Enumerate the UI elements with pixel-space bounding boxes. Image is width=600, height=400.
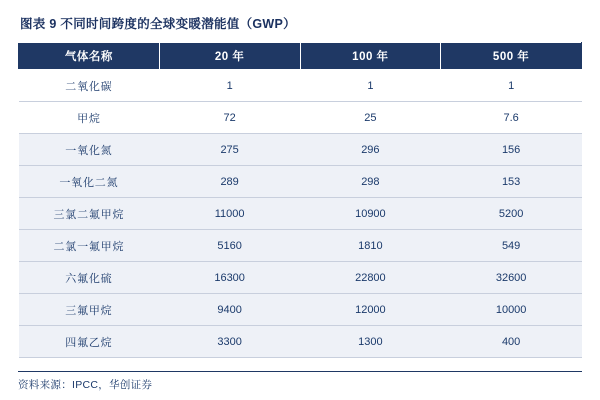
cell-gas-name: 二氧化碳 bbox=[19, 70, 160, 102]
cell-500y: 10000 bbox=[441, 294, 582, 326]
table-row bbox=[19, 102, 582, 134]
cell-gas-name: 一氧化二氮 bbox=[19, 166, 160, 198]
cell-gas-name: 二氯一氟甲烷 bbox=[19, 230, 160, 262]
cell-20y: 3300 bbox=[159, 326, 300, 358]
table-row bbox=[19, 134, 582, 166]
cell-20y: 275 bbox=[159, 134, 300, 166]
cell-gas-name: 六氟化硫 bbox=[19, 262, 160, 294]
column-header-20y: 20 年 bbox=[159, 43, 300, 70]
cell-500y: 1 bbox=[441, 70, 582, 102]
table-header-row bbox=[19, 43, 582, 70]
table-row bbox=[19, 262, 582, 294]
cell-500y: 5200 bbox=[441, 198, 582, 230]
table-body bbox=[19, 70, 582, 358]
cell-100y: 298 bbox=[300, 166, 441, 198]
cell-20y: 72 bbox=[159, 102, 300, 134]
gwp-table bbox=[18, 42, 582, 358]
column-header-gas-name: 气体名称 bbox=[19, 43, 160, 70]
table-row bbox=[19, 326, 582, 358]
cell-100y: 1 bbox=[300, 70, 441, 102]
source-note bbox=[18, 371, 582, 392]
cell-100y: 25 bbox=[300, 102, 441, 134]
cell-gas-name: 四氟乙烷 bbox=[19, 326, 160, 358]
table-row bbox=[19, 166, 582, 198]
cell-500y: 549 bbox=[441, 230, 582, 262]
cell-20y: 1 bbox=[159, 70, 300, 102]
source-value: IPCC，华创证券 bbox=[72, 379, 153, 391]
cell-100y: 1300 bbox=[300, 326, 441, 358]
cell-20y: 16300 bbox=[159, 262, 300, 294]
cell-500y: 7.6 bbox=[441, 102, 582, 134]
cell-500y: 400 bbox=[441, 326, 582, 358]
cell-gas-name: 三氯二氟甲烷 bbox=[19, 198, 160, 230]
cell-20y: 289 bbox=[159, 166, 300, 198]
cell-gas-name: 甲烷 bbox=[19, 102, 160, 134]
table-row bbox=[19, 294, 582, 326]
cell-20y: 9400 bbox=[159, 294, 300, 326]
table-row bbox=[19, 230, 582, 262]
cell-500y: 156 bbox=[441, 134, 582, 166]
cell-500y: 153 bbox=[441, 166, 582, 198]
column-header-100y: 100 年 bbox=[300, 43, 441, 70]
page-title: 图表 9 不同时间跨度的全球变暖潜能值（GWP） bbox=[20, 17, 296, 31]
cell-100y: 1810 bbox=[300, 230, 441, 262]
source-label: 资料来源： bbox=[18, 379, 72, 391]
table-header bbox=[19, 43, 582, 70]
cell-20y: 5160 bbox=[159, 230, 300, 262]
table-row bbox=[19, 70, 582, 102]
cell-20y: 11000 bbox=[159, 198, 300, 230]
cell-100y: 22800 bbox=[300, 262, 441, 294]
cell-500y: 32600 bbox=[441, 262, 582, 294]
cell-gas-name: 一氧化氮 bbox=[19, 134, 160, 166]
cell-100y: 296 bbox=[300, 134, 441, 166]
cell-gas-name: 三氟甲烷 bbox=[19, 294, 160, 326]
cell-100y: 12000 bbox=[300, 294, 441, 326]
cell-100y: 10900 bbox=[300, 198, 441, 230]
column-header-500y: 500 年 bbox=[441, 43, 582, 70]
table-row bbox=[19, 198, 582, 230]
